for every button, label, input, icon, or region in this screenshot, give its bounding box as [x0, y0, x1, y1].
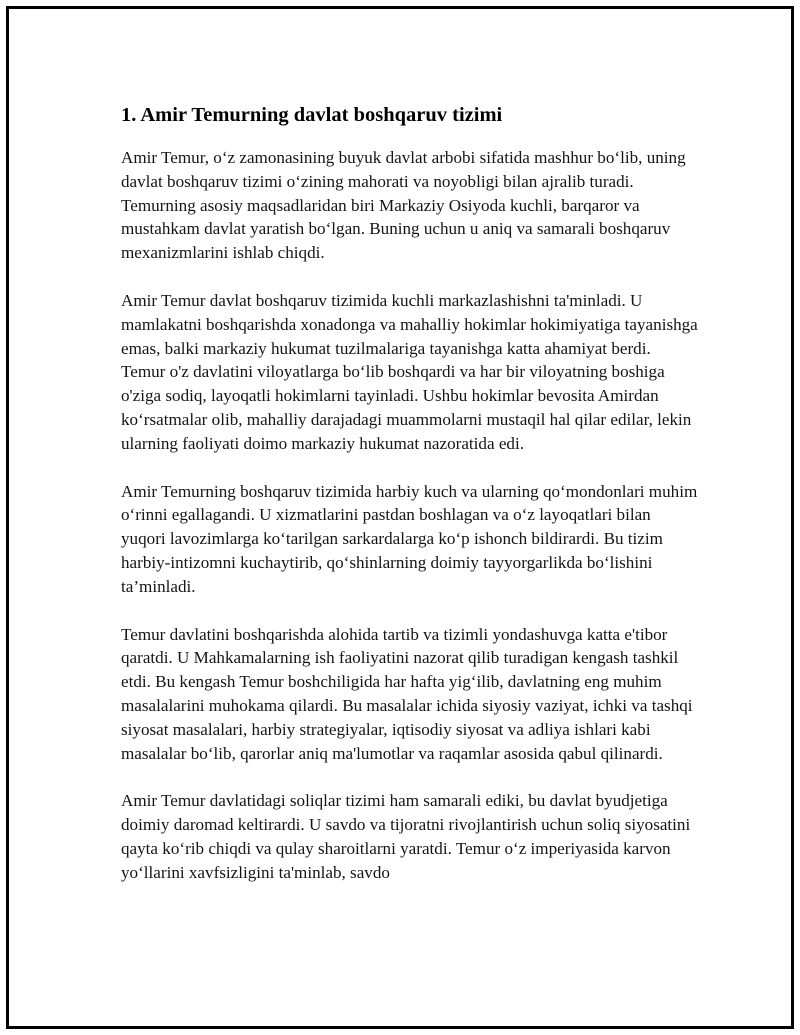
paragraph: Amir Temur davlatidagi soliqlar tizimi ham samarali ediki, bu davlat byudjetiga doimiy daromad keltirardi. U savdo va tijoratni rivojlantirish uchun soliq siyosatini qayta ko‘rib chiqdi va qulay sharoitlarni yaratdi. Temur o‘z imperiyasida karvon yo‘llarini xavfsizligini ta'minlab, savdo — [121, 791, 691, 882]
page-frame — [6, 6, 794, 1029]
document-body — [121, 95, 699, 885]
paragraph: Amir Temurning boshqaruv tizimida harbiy kuch va ularning qo‘mondonlari muhim o‘rinni egallagandi. U xizmatlarini pastdan boshlagan va o‘z layoqatlari bilan yuqori lavozimlarga ko‘tarilgan sarkardalarga ko‘p ishonch bildirardi. Bu tizim harbiy-intizomni kuchaytirib, qo‘shinlarning doimiy tayyorgarlikda bo‘lishini ta’minladi. — [121, 481, 698, 596]
paragraph: Amir Temur davlat boshqaruv tizimida kuchli markazlashishni ta'minladi. U mamlakatni boshqarishda xonadonga va mahalliy hokimlar hokimiyatiga tayanishga emas, balki markaziy hukumat tuzilmalariga tayanishga katta ahamiyat berdi. Temur o'z davlatini viloyatlarga bo‘lib boshqardi va har bir viloyatning boshiga o'ziga sodiq, layoqatli hokimlarni tayinladi. Ushbu hokimlar bevosita Amirdan ko‘rsatmalar olib, mahalliy darajadagi muammolarni mustaqil hal qilar edilar, lekin ularning faoliyati doimo markaziy hukumat nazoratida edi. — [121, 290, 698, 453]
paragraph: Amir Temur, o‘z zamonasining buyuk davlat arbobi sifatida mashhur bo‘lib, uning davlat boshqaruv tizimi o‘zining mahorati va noyobligi bilan ajralib turadi. Temurning asosiy maqsadlaridan biri Markaziy Osiyoda kuchli, barqaror va mustahkam davlat yaratish bo‘lgan. Buning uchun u aniq va samarali boshqaruv mexanizmlarini ishlab chiqdi. — [121, 148, 686, 263]
section-heading: 1. Amir Temurning davlat boshqaruv tizimi — [121, 104, 503, 126]
paragraph: Temur davlatini boshqarishda alohida tartib va tizimli yondashuvga katta e'tibor qaratdi. U Mahkamalarning ish faoliyatini nazorat qilib turadigan kengash tashkil etdi. Bu kengash Temur boshchiligida har hafta yig‘ilib, davlatning eng muhim masalalarini muhokama qilardi. Bu masalalar ichida siyosiy vaziyat, ichki va tashqi siyosat masalalari, harbiy strategiyalar, iqtisodiy siyosat va adliya ishlari kabi masalalar bo‘lib, qarorlar aniq ma'lumotlar va raqamlar asosida qabul qilinardi. — [121, 624, 693, 763]
